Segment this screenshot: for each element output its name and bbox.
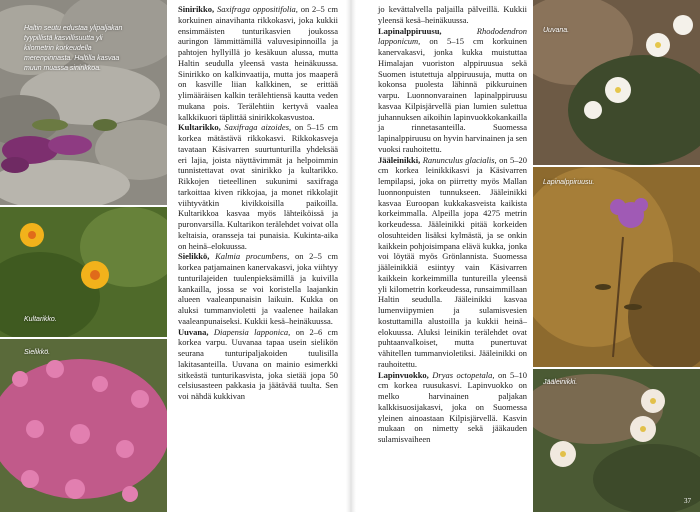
photo-lapinalppiruusu — [533, 167, 700, 367]
entry-sielikko: Sielikkö, Kalmia procumbens, on 2–5 cm korkea patjamainen kanervakasvi, joka viihtyy tunturilajeiden tuulenpieksämillä ja kuivilla kankailla, jossa se voi koristella laajankin alueen vaaleanpunaisin laikuin. Kukka on aluksi tummanvioletti ja vaalenee hailakan vaaleanpunaiseksi. Kukkii kesä–heinäkuussa. — [178, 251, 339, 326]
entry-sinirikko: Sinirikko, Saxifraga oppositifolia, on 2–5 cm korkuinen ainavihanta rikkokasvi, joka kukkii ensimmäisten tunturikasvien joukossa auringon lämmittämillä valuvesipinnoilla ja pahtojen hyllyillä jo kesäkuun alussa, mutta Haltin seudulla yleensä vasta heinäkuussa. Sinirikko on kalkinvaatija, mutta jos maaperä on kasville liian kalkkinen, se erittää ylimääräisen kalkin terälehtiensä kautta veden mukana pois. Terälehtiin kertyvä vaalea kalkkikuori täplittää sinirikkokasvustoa. — [178, 4, 339, 122]
text-column-left — [178, 4, 338, 402]
entry-kultarikko: Kultarikko, Saxifraga aizoides, on 5–15 cm korkea mätästävä rikkokasvi. Rikkokasveja tavataan Käsivarren suurtunturilla yhdeksää eri lajia, joista näyttävimmät ja helpoimmin tunnistettavat ovat sinirikko ja kultarikko. Rikkojen tieteellinen sukunimi saxifraga tarkoittaa kiven rikkojaa, ja monet rikkolajit viihtyvätkin kivikkoisilla paikoilla. Kultarikkoa kasvaa myös lähteiköissä ja puronvarsilla. Kultarikon terälehdet voivat olla keltaisia, oransseja tai punaisia. Kukinta-aika on heinä–elokuussa. — [178, 122, 339, 251]
caption-jaaleinikki: Jääleinikki. — [543, 379, 578, 386]
photo-sielikko — [0, 339, 167, 512]
entry-uuvana-continued: jo kevättalvella paljailla pälveillä. Kukkii yleensä kesä–heinäkuussa. — [378, 4, 527, 25]
entry-lapinalppiruusu: Lapinalppiruusu, Rhododendron lapponicum, on 5–15 cm korkuinen kanervakasvi, jonka kukka muistuttaa Himalajan vuoriston alppiruusua sekä Suomen istutettuja alppiruusuja, mutta on kokonsa puolesta lähinnä pikkuruinen varpu. Luonnonvarainen lapinalppiruusu kasvaa Kilpisjärvellä pian lumien sulettua juhannuksen aikoihin lapinvuokkokankailla ja rinnetasanteilla. Suomessa lapinalppiruusu on hyvin harvinainen ja sen vuoksi rauhoitettu. — [378, 25, 527, 154]
page-number: 37 — [684, 497, 691, 505]
caption-rock: Haltin seutu edustaa ylipaljakan tyypillistä kasvillisuutta yli kilometrin korkeudella merenpinnasta. Haltilla kasvaa muun muassa sinirikkoa. — [24, 25, 123, 72]
entry-lapinvuokko: Lapinvuokko, Dryas octopetala, on 5–10 cm korkea ruusukasvi. Lapinvuokko on melko harvinainen paljakan kalkkisuosijakasvi, joka on Suomessa yleinen ainoastaan Kilpisjärvellä. Kasvin mukaan on nimetty sekä jääkauden sulamisvaiheen — [378, 369, 528, 444]
caption-sielikko: Sielikkö. — [24, 349, 51, 356]
photo-jaaleinikki — [533, 369, 700, 512]
book-gutter — [346, 0, 356, 512]
caption-kultarikko: Kultarikko. — [24, 316, 57, 323]
caption-uuvana: Uuvana. — [543, 27, 570, 34]
entry-jaaleinikki: Jääleinikki, Ranunculus glacialis, on 5–20 cm korkea leinikkikasvi ja Käsivarren lempilapsi, joka on piirretty myös Mallan luonnonpuisten tunnukseen. Jääleinikki kasvaa Euroopan kukkakasveista kaikista korkeimmalla. Alpeilla jopa 4275 metrin korkeudessa. Jääleinikki pitää korkeiden olosuhteiden lisäksi kylmästä, ja se onkin kaikkein pohjoisimpana elävä kukka, jonka voi löytää myös Grönlannista. Suomessa jääleinikkiä esiintyy vain Käsivarren kaikkein korkeimmilla tuntureilla yleensä yli kilometrin korkeudessa, runsaimmillaan Haltin seudulla. Jääleinikki kasvaa lumenviipymien ja sulamisvesien kostuttamilla alustoilla ja kukkii heinä–elokuussa. Aluksi leinikin terälehdet ovat puhtaanvalkoiset, mutta punertuvat vähitellen tummanvioletiksi. Jääleinikki on rauhoitettu. — [378, 154, 528, 369]
entry-uuvana: Uuvana, Diapensia lapponica, on 2–6 cm korkea varpu. Uuvanaa tapaa usein sielikön seurana tunturipaljakoiden tuulisilla lakitasanteilla. Uuvana on mainio esimerkki sitkeästä tunturikasvista, joka sietää jopa 50 celsiusasteen pakkasia ja jäätävää tuulta. Sen voi nähdä kukkivan — [178, 326, 339, 401]
photo-uuvana — [533, 0, 700, 165]
text-column-right — [378, 4, 527, 445]
caption-lapinalppiruusu: Lapinalppiruusu. — [543, 179, 595, 186]
